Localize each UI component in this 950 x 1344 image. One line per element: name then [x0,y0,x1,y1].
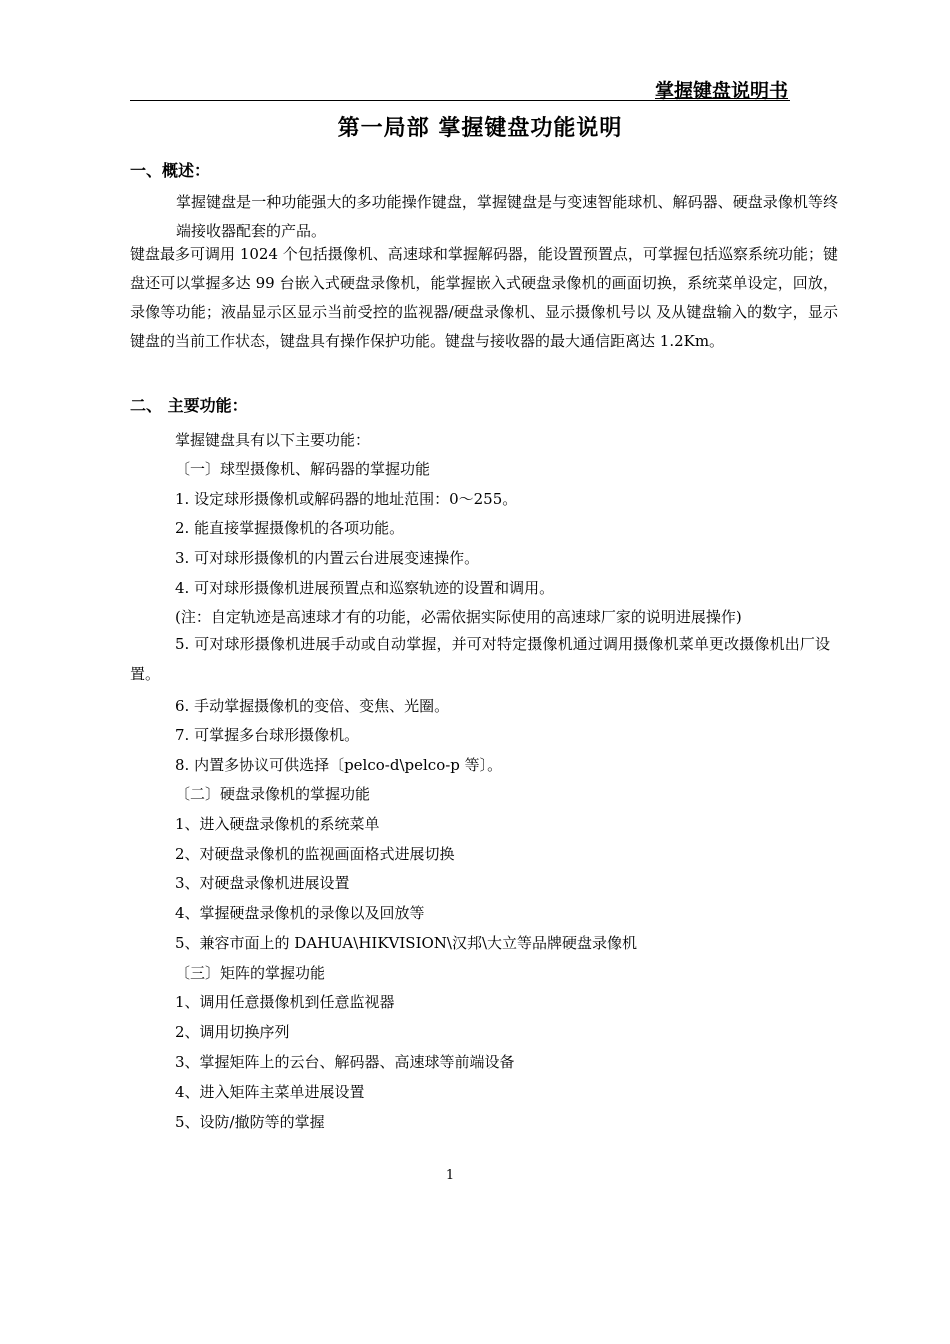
section1-paragraph1 [130,188,838,246]
section1-p1-text: 掌握键盘是一种功能强大的多功能操作键盘，掌握键盘是与变速智能球机、解码器、硬盘录像机等终端接收器配套的产品。 [176,193,838,240]
list-item: 4、掌握硬盘录像机的录像以及回放等 [175,904,425,922]
section1-paragraph2: 键盘最多可调用 1024 个包括摄像机、高速球和掌握解码器，能设置预置点，可掌握包括巡察系统功能；键盘还可以掌握多达 99 台嵌入式硬盘录像机，能掌握嵌入式硬盘录像机的画面切换，系统菜单设定，回放，录像等功能；液晶显示区显示当前受控的监视器/硬盘录像机、显示摄像机号以 及从键盘输入的数字，显示键盘的当前工作状态，键盘具有操作保护功能。键盘与接收器的最大通信距离达 1.2Km。 [130,245,838,350]
list-item: 1、进入硬盘录像机的系统菜单 [175,815,380,833]
list-item: 7. 可掌握多台球形摄像机。 [175,726,360,744]
list-item: 2、调用切换序列 [175,1023,290,1041]
list-item: 1、调用任意摄像机到任意监视器 [175,993,395,1011]
list-item: 4. 可对球形摄像机进展预置点和巡察轨迹的设置和调用。 [175,579,555,597]
list-item: 2、对硬盘录像机的监视画面格式进展切换 [175,845,455,863]
page-number: 1 [445,1168,455,1183]
page-header [130,74,790,101]
list-item: 4、进入矩阵主菜单进展设置 [175,1083,365,1101]
list-item: 8. 内置多协议可供选择〔pelco-d\pelco-p 等〕。 [175,756,503,774]
list-item: 2. 能直接掌握摄像机的各项功能。 [175,519,405,537]
list-item: 3、对硬盘录像机进展设置 [175,874,350,892]
section1-heading: 一、概述： [130,161,211,180]
subheading-dvr: 〔二〕硬盘录像机的掌握功能 [175,785,371,803]
document-title: 第一局部 掌握键盘功能说明 [337,115,623,141]
list-item: 5. 可对球形摄像机进展手动或自动掌握，并可对特定摄像机通过调用摄像机菜单更改摄像机出厂设置。 [130,635,830,683]
subheading-matrix: 〔三〕矩阵的掌握功能 [175,964,326,982]
list-item: 3. 可对球形摄像机的内置云台进展变速操作。 [175,549,480,567]
list-item: 5、设防/撤防等的掌握 [175,1113,325,1131]
list-item: 5、兼容市面上的 DAHUA\HIKVISION\汉邦\大立等品牌硬盘录像机 [175,934,638,952]
note-text: (注：自定轨迹是高速球才有的功能，必需依据实际使用的高速球厂家的说明进展操作) [175,608,742,626]
list-item: 6. 手动掌握摄像机的变倍、变焦、光圈。 [175,697,450,715]
subheading-ball-camera: 〔一〕球型摄像机、解码器的掌握功能 [175,460,431,478]
list-item: 1. 设定球形摄像机或解码器的地址范围：0～255。 [175,490,518,508]
list-item: 3、掌握矩阵上的云台、解码器、高速球等前端设备 [175,1053,515,1071]
section2-intro: 掌握键盘具有以下主要功能： [175,431,371,449]
header-title: 掌握键盘说明书 [654,80,788,102]
section2-heading: 二、 主要功能： [130,396,248,415]
